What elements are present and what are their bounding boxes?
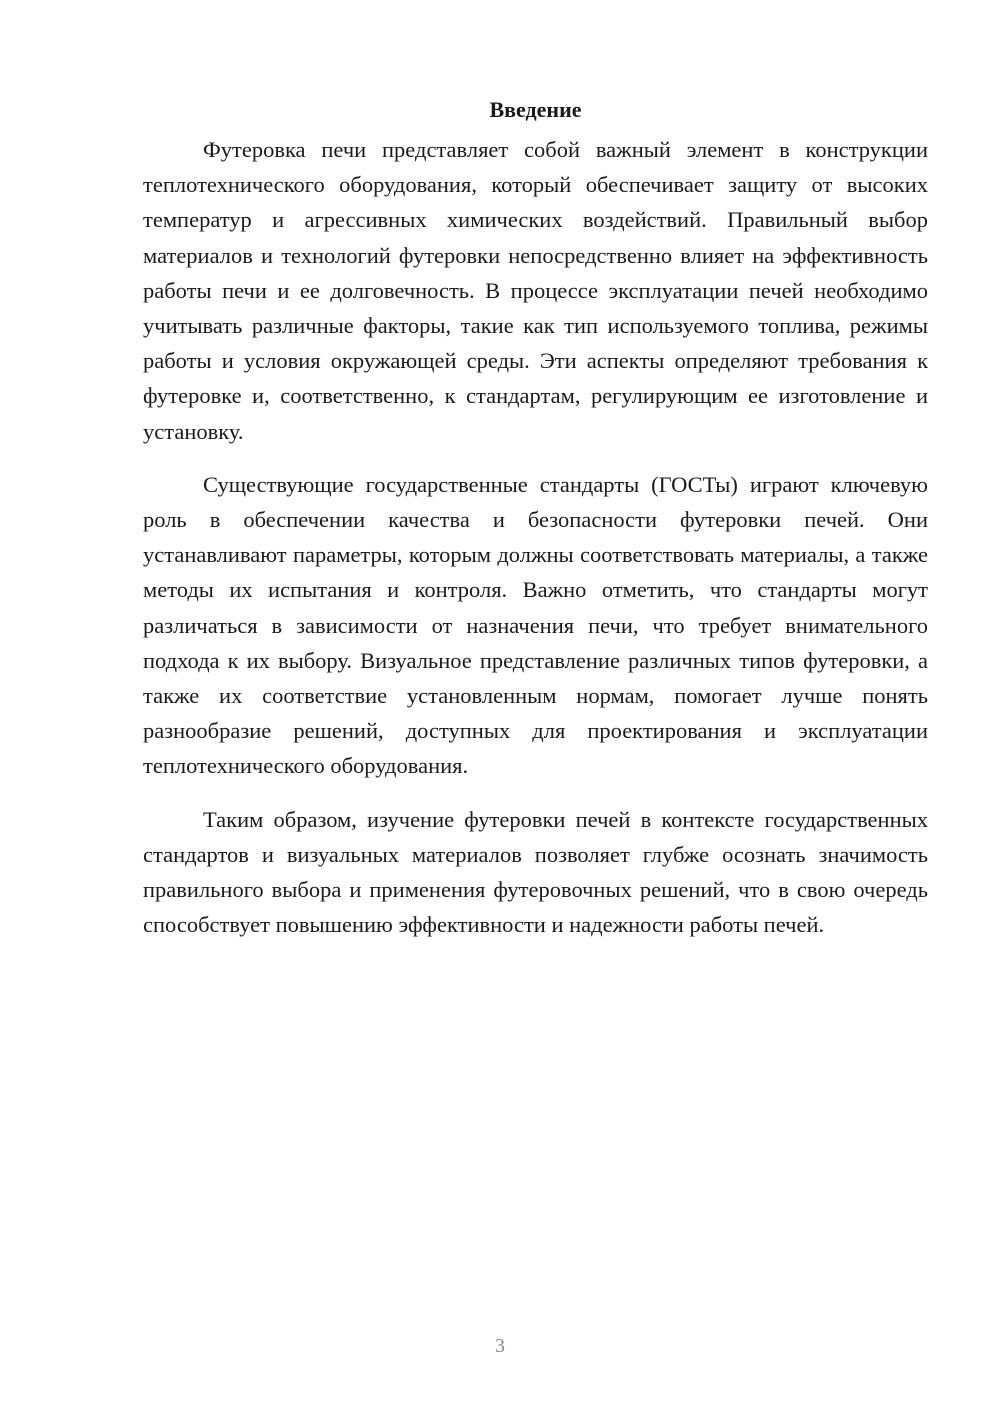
- paragraph-3: Таким образом, изучение футеровки печей в контексте государственных стандартов и визуальных материалов позволяет глубже осознать значимость правильного выбора и применения футеровочных решений, что в свою очередь способствует повышению эффективности и надежности работы печей.: [143, 806, 928, 938]
- section-heading: Введение: [489, 97, 582, 122]
- paragraph-1: Футеровка печи представляет собой важный элемент в конструкции теплотехнического оборудования, который обеспечивает защиту от высоких температур и агрессивных химических воздействий. Правильный выбор материалов и технологий футеровки непосредственно влияет на эффективность работы печи и ее долговечность. В процессе эксплуатации печей необходимо учитывать различные факторы, такие как тип используемого топлива, режимы работы и условия окружающей среды. Эти аспекты определяют требования к футеровке и, соответственно, к стандартам, регулирующим ее изготовление и установку.: [143, 137, 928, 444]
- page-number: 3: [495, 1335, 505, 1357]
- page-content: [143, 92, 928, 960]
- paragraph-2: Существующие государственные стандарты (ГОСТы) играют ключевую роль в обеспечении качества и безопасности футеровки печей. Они устанавливают параметры, которым должны соответствовать материалы, а также методы их испытания и контроля. Важно отметить, что стандарты могут различаться в зависимости от назначения печи, что требует внимательного подхода к их выбору. Визуальное представление различных типов футеровки, а также их соответствие установленным нормам, помогает лучше понять разнообразие решений, доступных для проектирования и эксплуатации теплотехнического оборудования.: [143, 471, 928, 779]
